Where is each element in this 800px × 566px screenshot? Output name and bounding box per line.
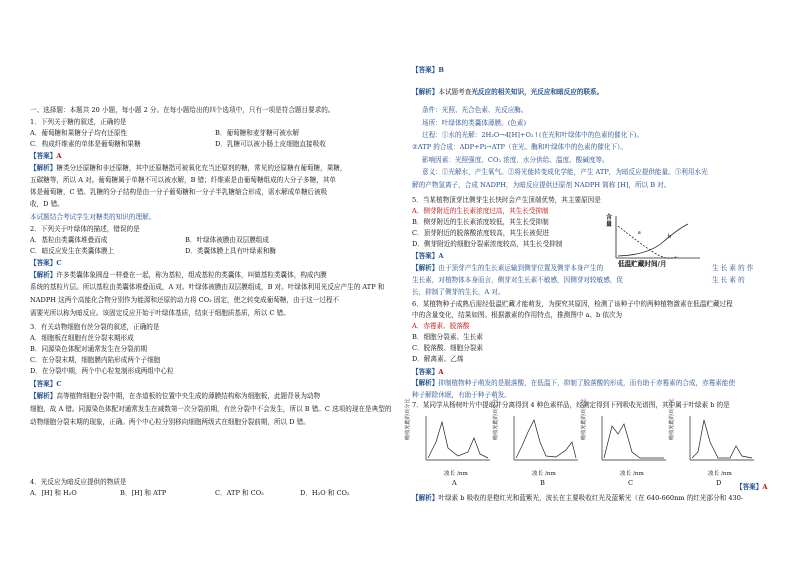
q1-option-d: D．乳糖可以被小肠上皮细胞直接吸收 [215, 140, 326, 148]
q6-explanation-1: 【解析】抑制植物种子萌发的是脱落酸，在低温下，抑制了脱落酸的形成，而有助于赤霉素的合成，赤霉素能使 [412, 379, 736, 387]
curve-b [618, 224, 688, 256]
spectrum-d-curve [692, 420, 752, 458]
spectrum-ylabel-d: 吸收光能的百分比 [669, 398, 675, 440]
q4-answer: 【答案】B [412, 66, 444, 74]
spectrum-ylabel-a: 吸收光能的百分比 [405, 398, 411, 440]
curve-a-label: a [638, 230, 641, 236]
q5-option-a: A．侧芽附近的生长素浓度过高，其生长受抑制 [412, 207, 549, 215]
spectrum-d [676, 412, 758, 468]
q6-stem-2: 中的含量变化，结果如图。根据激素的作用特点，推测图中 a、b 依次为 [412, 311, 623, 319]
q4-option-d: D．H₂O 和 CO₂ [300, 489, 350, 497]
q4-factors: 影响因素：光照强度、CO₂ 浓度、水分供给、温度、酸碱度等。 [422, 156, 609, 164]
spectrum-b [500, 412, 582, 468]
q5-explanation-1: 【解析】由于顶芽产生的生长素运输到侧芽位置及侧芽本身产生的 [412, 264, 604, 272]
spectrum-a [412, 412, 494, 468]
q4-process: 过程：①水的光解：2H₂O→4[H]+O₂↑(在光和叶绿体中的色素的催化下)。 [422, 131, 644, 139]
spectrum-c-xlabel: 波长 /nm [620, 471, 644, 477]
q4-stem: 4．光反应为暗反应提供的物质是 [30, 478, 127, 486]
q5-stem: 5．当某植物顶芽比侧芽生长快时会产生顶端优势，其主要原因是 [412, 196, 601, 204]
q6-answer: 【答案】A [412, 368, 444, 376]
q1-explanation-3: 体是葡萄糖，C 错。乳糖的分子结构是由一分子葡萄糖和一分子半乳糖缩合形成，需水解成单糖后被吸 [30, 188, 328, 196]
q4-place: 场所：叶绿体的类囊体薄膜。(色素) [422, 119, 527, 127]
q2-option-c: C．暗反应发生在类囊体膜上 [30, 247, 115, 255]
q1-option-c: C．构成纤维素的单体是葡萄糖和果糖 [30, 140, 141, 148]
section-intro: 一、选择题：本题共 20 小题，每小题 2 分。在每小题给出的四个选项中，只有一项是符合题目要求的。 [30, 106, 335, 114]
spectrum-c [588, 412, 670, 468]
q2-explanation-3: NADPH 这两个高能化合物分别作为能源和还原的动力将 CO₂ 固定，使之转变成葡萄糖，由于这一过程不 [30, 296, 340, 304]
q5-explanation-2: 生长素，对植物体本身而言，侧芽对生长素不敏感，因侧芽对较敏感，促 [412, 276, 623, 284]
q3-option-d: D．在分裂中期，两个中心粒复制形成两组中心粒 [30, 367, 174, 375]
q6-option-a: A．赤霉素、脱落酸 [412, 322, 470, 330]
spectrum-a-curve [428, 422, 488, 458]
q4-conditions: 条件：光照、光合色素、光反应酶。 [422, 106, 528, 114]
q6-option-d: D．解离素、乙烯 [412, 355, 464, 363]
spectrum-ylabel-c: 吸收光能的百分比 [581, 398, 587, 440]
q4-meaning-1: 意义：①光解水，产生氧气。②将光能转变成化学能，产生 ATP，为暗反应提供能量。③利用水光 [422, 168, 708, 176]
q3-option-a: A．细胞板在细胞有丝分裂末期形成 [30, 334, 134, 342]
q2-explanation-4: 需要光所以称为暗反应。该固定反应开始于叶绿体基质，结束于细胞质基质，所以 C 错。 [30, 309, 290, 317]
spectrum-d-letter: D [716, 479, 722, 487]
q1-option-b: B．葡萄糖和麦芽糖可被水解 [215, 129, 299, 137]
q3-explanation-2: 细胞，故 A 错。同源染色体配对通常发生在减数第一次分裂前期，有丝分裂中不会发生，所以 B 错。C 选项的现在是典型的 [30, 405, 392, 413]
q4-atp: ②ATP 的合成：ADP+Pi→ATP（在光、酶和叶绿体中的色素的催化下）。 [412, 143, 627, 151]
q7-answer: 【答案】A [736, 483, 768, 491]
spectrum-ylabel-b: 吸收光能的百分比 [493, 398, 499, 440]
q3-option-c: C．在分裂末期，细胞膜内陷形成两个子细胞 [30, 356, 161, 364]
q5-answer: 【答案】A [412, 252, 444, 260]
hormone-graph-svg [608, 212, 708, 266]
q2-option-d: D．类囊体膜上具有叶绿素和酶 [185, 247, 277, 255]
q1-stem: 1．下列关于糖的叙述，正确的是 [30, 118, 127, 126]
q2-stem: 2．下列关于叶绿体的描述，错误的是 [30, 225, 140, 233]
q5-option-c: C．顶芽附近的脱落酸浓度较高，其生长被促进 [412, 229, 549, 237]
q4-meaning-2: 解的产物氢离子，合成 NADPH，为暗反应提供还原剂 NADPH 简称 [H]，所以 B 对。 [412, 181, 671, 189]
q2-option-b: B．叶绿体被膜由双层膜组成 [185, 236, 269, 244]
spectrum-b-curve [516, 420, 576, 458]
q4-option-c: C．ATP 和 CO₂ [215, 489, 264, 497]
graph-x-label: 低温贮藏时间/月 [618, 260, 667, 268]
q1-explanation-4: 收，D 错。 [30, 200, 64, 208]
q5-option-b: B．侧芽附近的生长素浓度较低，其生长受抑制 [412, 218, 549, 226]
spectrum-c-curve [604, 424, 664, 458]
curve-a [618, 226, 678, 258]
q6-option-c: C．脱落酸、细胞分裂素 [412, 344, 483, 352]
q3-answer: 【答案】C [30, 380, 62, 388]
spectrum-a-xlabel: 波长 /nm [444, 471, 468, 477]
q4-explanation: 【解析】本试题考查光反应的相关知识，光反应和暗反应的联系。 [412, 88, 604, 96]
q4-option-a: A．[H] 和 H₂O [30, 489, 77, 497]
spectrum-d-xlabel: 波长 /nm [708, 471, 732, 477]
q3-explanation-3: 动物细胞分裂末期的现象，正确。两个中心粒分别移向细胞两级式在细胞分裂前期，所以 D 错。 [30, 418, 310, 426]
spectrum-a-letter: A [452, 479, 457, 487]
q1-explanation-2: 五碳糖等，所以 A 对。葡萄糖属于单糖不可以被水解，B 错；纤维素是由葡萄糖组成的大分子多糖，其单 [30, 176, 337, 184]
q6-option-b: B．细胞分裂素、生长素 [412, 333, 483, 341]
q1-note: 本试题结合考试学生对糖类的知识的理解。 [30, 213, 156, 221]
hormone-graph [608, 212, 708, 266]
q6-explanation-2: 种子解除休眠，有助于种子萌发。 [412, 391, 511, 399]
graph-y-label: 含量 [606, 214, 613, 228]
q1-answer: 【答案】A [30, 152, 62, 160]
q2-explanation-2: 系统的基粒片层。所以基粒由类囊体堆叠而成，A 对。叶绿体被膜由双层膜组成，B 对。叶绿体利用光反应产生的 ATP 和 [30, 283, 385, 291]
spectrum-b-letter: B [540, 479, 545, 487]
q2-explanation-1: 【解析】许多类囊体象圆盘一样叠在一起，称为基粒，组成基粒的类囊体，叫做基粒类囊体，构成内膜 [30, 271, 327, 279]
q2-answer: 【答案】C [30, 259, 62, 267]
q2-option-a: A．基粒由类囊体堆叠而成 [30, 236, 108, 244]
q6-stem: 6．某植物种子成熟后需经低温贮藏才能萌发，为探究其原因，检测了该种子中的两种植物激素在低温贮藏过程 [412, 300, 733, 308]
curve-b-label: b [668, 234, 671, 240]
q7-explanation-1: 【解析】叶绿素 b 吸收的是橙红光和蓝紫光，波长在主要吸收红光及蓝紫光（在 640-660nm 的红光部分和 430- [412, 494, 744, 502]
q5-option-d: D．侧芽附近的细胞分裂素浓度较高，其生长受抑制 [412, 240, 563, 248]
q3-explanation-1: 【解析】高等植物细胞分裂中期，在赤道板的位置中央生成的薄膜结构称为细胞板，此题背景为动物 [30, 392, 321, 400]
q5-explanation-3: 长，抑制了侧芽的生长，A 对。 [412, 288, 505, 296]
q3-stem: 3．有关动物细胞有丝分裂的叙述，正确的是 [30, 323, 160, 331]
spectrum-b-xlabel: 波长 /nm [532, 471, 556, 477]
q3-option-b: B．同源染色体配对通常发生在分裂前期 [30, 345, 147, 353]
q1-explanation-1: 【解析】糖类分还原糖和非还原糖，其中还原糖指可被氧化充当还原剂的糖，常见的还原糖有葡萄糖，果糖， [30, 164, 347, 172]
q5-explanation-tail: 生 长 素 的 作 [712, 264, 754, 272]
q1-option-a: A．葡萄糖和果糖分子均有还原性 [30, 129, 128, 137]
spectrum-c-letter: C [628, 479, 634, 487]
q5-explanation-tail-2: 生 长 素 的 [712, 276, 745, 284]
q7-stem: 7．某同学从杨树叶片中提取并分离得到 4 种色素样品，经测定得到下列吸收光谱图，其中属于叶绿素 b 的是 [412, 401, 730, 409]
q4-option-b: B．[H] 和 ATP [120, 489, 167, 497]
